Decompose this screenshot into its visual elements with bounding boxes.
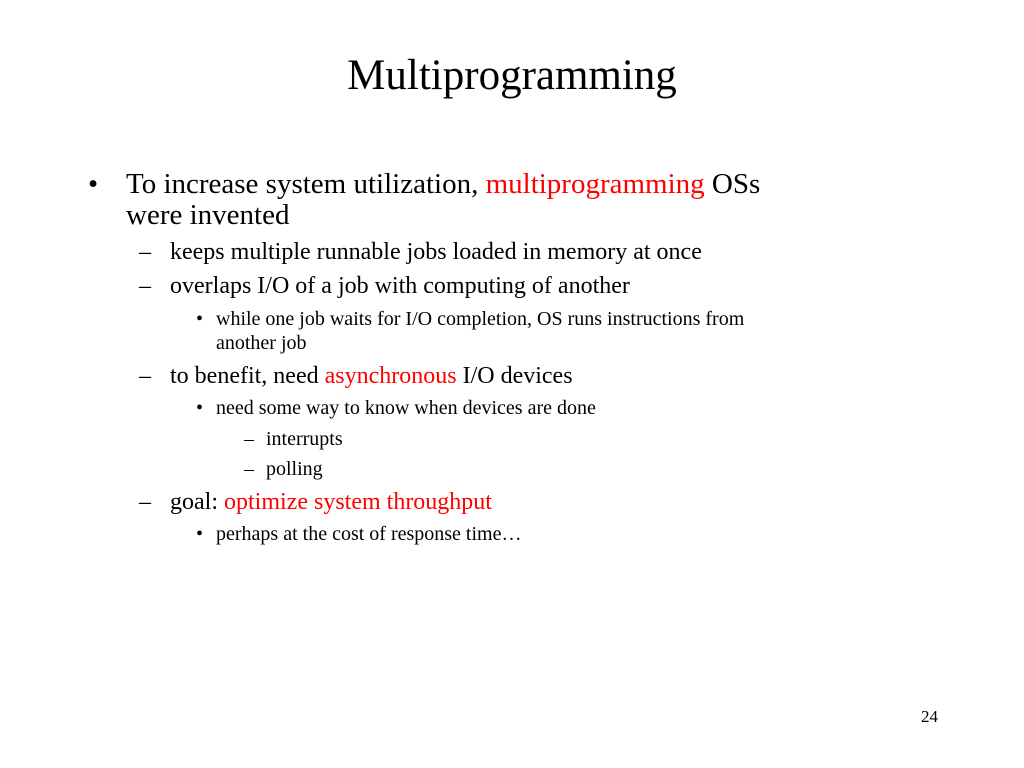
sub-bullet-goal xyxy=(170,488,492,516)
highlight-multiprogramming: multiprogramming xyxy=(485,168,705,200)
bullet-main-line2: were invented xyxy=(126,199,290,231)
sub-sub-bullet-perhaps-cost: perhaps at the cost of response time… xyxy=(216,523,522,545)
bullet-marker-level4: – xyxy=(244,428,254,450)
bullet-marker-level3: • xyxy=(196,523,204,545)
sub-sub-bullet-while-waits-line1: while one job waits for I/O completion, OS runs instructions from xyxy=(216,308,745,330)
bullet-main-line1 xyxy=(126,168,760,200)
goal-text: goal: xyxy=(170,489,224,515)
bullet-marker-level2: – xyxy=(139,489,151,515)
bullet-marker-level2: – xyxy=(139,273,151,299)
to-benefit-text-end: I/O devices xyxy=(456,363,573,389)
highlight-optimize-throughput: optimize system throughput xyxy=(224,489,492,515)
bullet-marker-level2: – xyxy=(139,363,151,389)
bullet-main-text-end: OSs xyxy=(704,168,761,200)
bullet-marker-level3: • xyxy=(196,308,204,330)
sub-sub-bullet-need-some-way: need some way to know when devices are done xyxy=(216,397,596,419)
sub-bullet-keeps-jobs: keeps multiple runnable jobs loaded in memory at once xyxy=(170,239,702,265)
highlight-asynchronous: asynchronous xyxy=(324,363,457,389)
bullet-marker-level4: – xyxy=(244,458,254,480)
level4-polling: polling xyxy=(266,458,323,480)
to-benefit-text: to benefit, need xyxy=(170,363,325,389)
sub-bullet-overlaps-io: overlaps I/O of a job with computing of another xyxy=(170,273,630,299)
sub-bullet-to-benefit xyxy=(170,362,573,390)
page-number: 24 xyxy=(921,707,938,726)
level4-interrupts: interrupts xyxy=(266,428,343,450)
bullet-main-text: To increase system utilization, xyxy=(126,168,486,200)
bullet-marker-level3: • xyxy=(196,397,204,419)
bullet-marker-level1: • xyxy=(88,168,99,200)
slide-title: Multiprogramming xyxy=(347,52,677,99)
bullet-marker-level2: – xyxy=(139,239,151,265)
sub-sub-bullet-while-waits-line2: another job xyxy=(216,332,307,354)
